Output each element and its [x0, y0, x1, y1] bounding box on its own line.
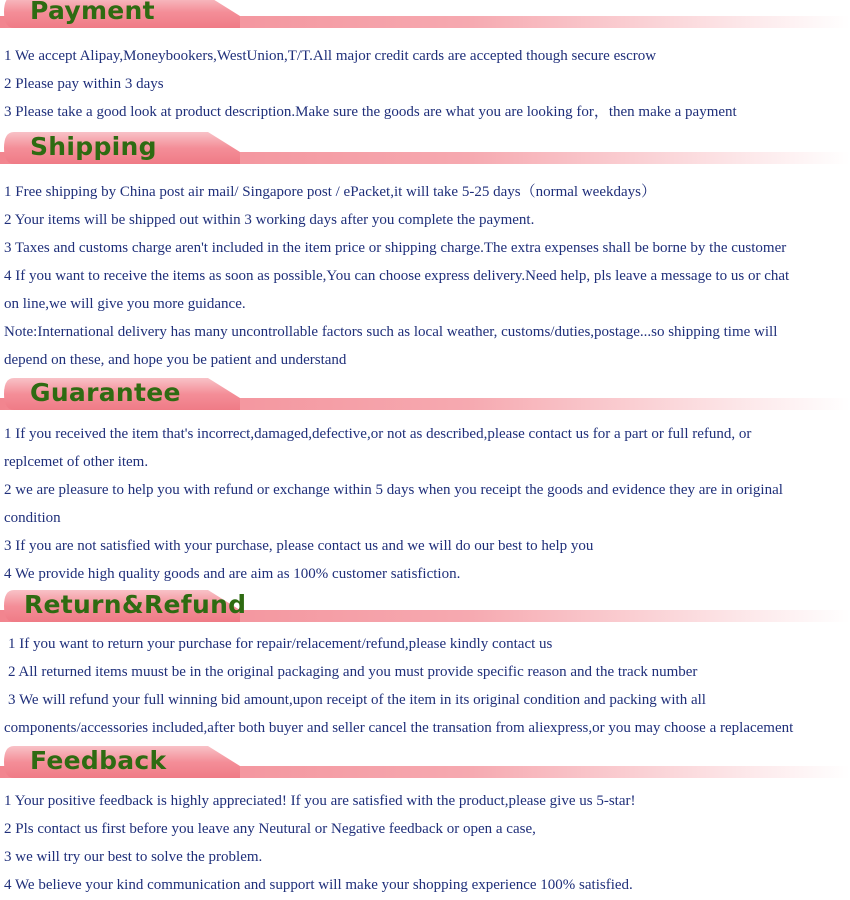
feedback-line: 3 we will try our best to solve the problem. [4, 849, 263, 865]
return-refund-heading: Return&Refund [24, 590, 247, 619]
shipping-heading: Shipping [30, 132, 157, 161]
shipping-note-line: Note:International delivery has many uncontrollable factors such as local weather, customs/duties,postage...so shipping time will [4, 324, 778, 340]
payment-line: 2 Please pay within 3 days [4, 76, 164, 92]
return-refund-line: 2 All returned items muust be in the original packaging and you must provide specific reason and the track number [8, 664, 698, 680]
shipping-line: 4 If you want to receive the items as soon as possible,You can choose express delivery.Need help, pls leave a message to us or chat [4, 268, 790, 284]
feedback-line: 4 We believe your kind communication and support will make your shopping experience 100% satisfied. [4, 877, 633, 893]
guarantee-line: 3 If you are not satisfied with your purchase, please contact us and we will do our best to help you [4, 538, 594, 554]
shipping-note-line: depend on these, and hope you be patient and understand [4, 352, 347, 368]
guarantee-line: 4 We provide high quality goods and are aim as 100% customer satisfiction. [4, 566, 461, 582]
shipping-line: on line,we will give you more guidance. [4, 296, 246, 312]
guarantee-line: 1 If you received the item that's incorrect,damaged,defective,or not as described,please contact us for a part or full refund, or [4, 426, 752, 442]
shipping-section-header [0, 130, 850, 168]
return-refund-line: 3 We will refund your full winning bid amount,upon receipt of the item in its original condition and packing with all [8, 692, 706, 708]
payment-heading: Payment [30, 0, 155, 25]
shipping-line: 2 Your items will be shipped out within 3 working days after you complete the payment. [4, 212, 535, 228]
shipping-line: 1 Free shipping by China post air mail/ Singapore post / ePacket,it will take 5-25 days（normal weekdays） [4, 184, 656, 200]
guarantee-line: replcemet of other item. [4, 454, 149, 470]
shipping-line: 3 Taxes and customs charge aren't included in the item price or shipping charge.The extra expenses shall be borne by the customer [4, 240, 787, 256]
feedback-section-header [0, 744, 850, 782]
guarantee-heading: Guarantee [30, 378, 181, 407]
guarantee-line: condition [4, 510, 61, 526]
payment-line: 3 Please take a good look at product description.Make sure the goods are what you are looking for，then make a payment [4, 104, 737, 120]
payment-line: 1 We accept Alipay,Moneybookers,WestUnion,T/T.All major credit cards are accepted though secure escrow [4, 48, 657, 64]
payment-section-header [0, 0, 850, 32]
feedback-line: 1 Your positive feedback is highly appreciated! If you are satisfied with the product,please give us 5-star! [4, 793, 636, 809]
feedback-line: 2 Pls contact us first before you leave any Neutural or Negative feedback or open a case, [4, 821, 536, 837]
return-refund-line: components/accessories included,after both buyer and seller cancel the transation from aliexpress,or you may choose a replacement [4, 720, 794, 736]
return-refund-section-header [0, 588, 850, 626]
guarantee-line: 2 we are pleasure to help you with refund or exchange within 5 days when you receipt the goods and evidence they are in original [4, 482, 783, 498]
guarantee-section-header [0, 376, 850, 414]
feedback-heading: Feedback [30, 746, 167, 775]
return-refund-line: 1 If you want to return your purchase for repair/relacement/refund,please kindly contact us [8, 636, 553, 652]
